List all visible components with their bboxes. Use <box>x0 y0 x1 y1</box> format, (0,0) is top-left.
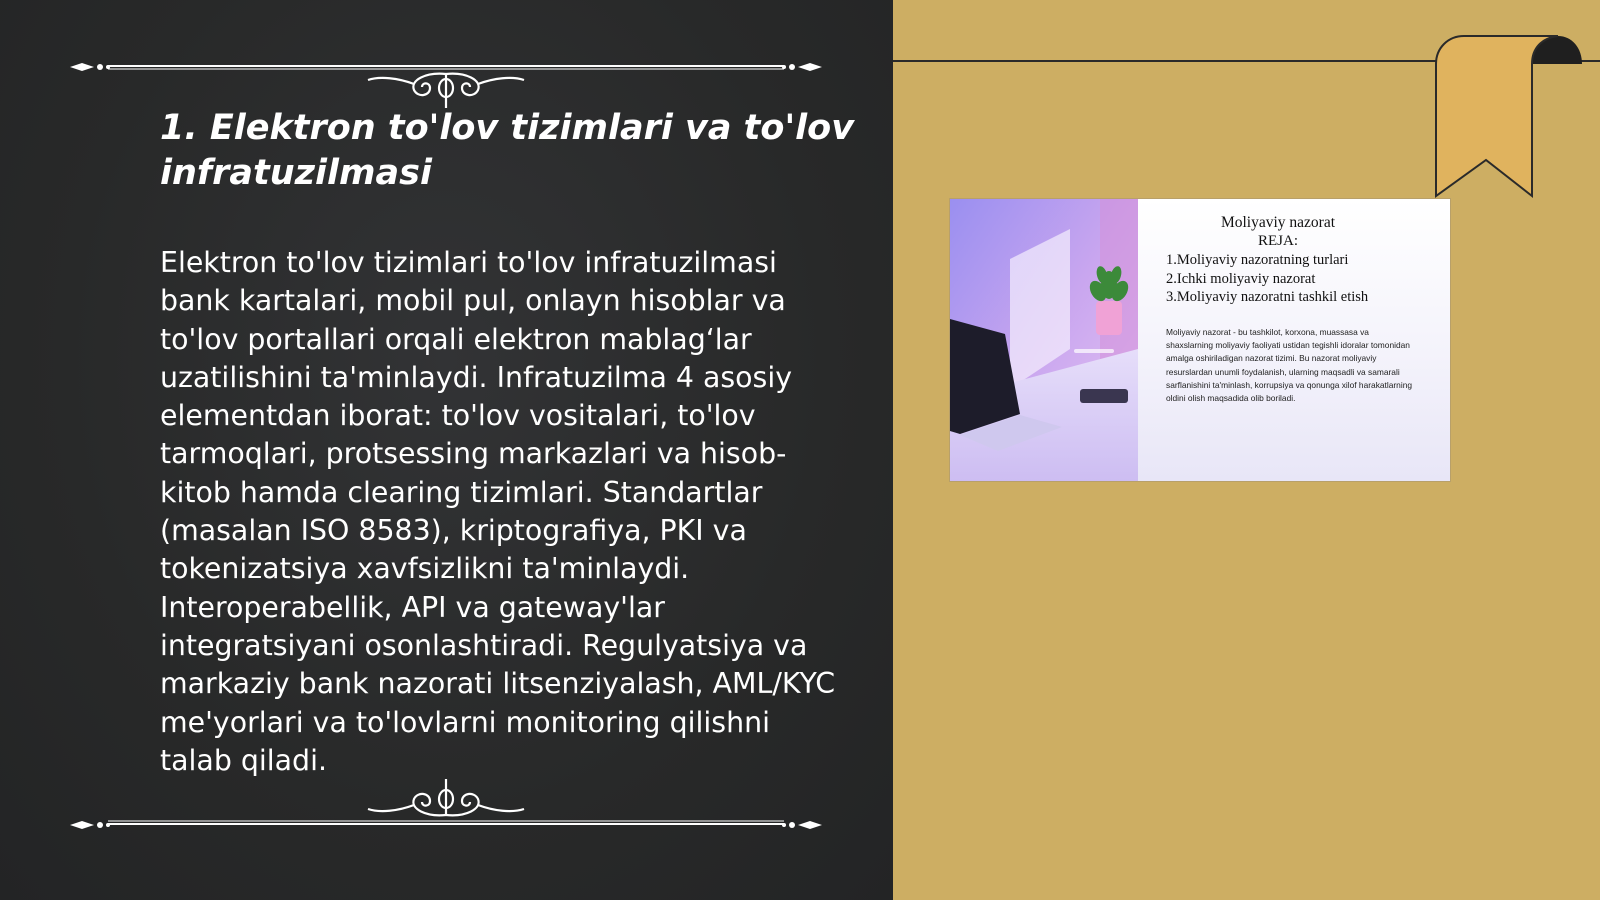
thumbnail-plan-list <box>1166 251 1446 307</box>
thumbnail-text-area <box>1138 199 1450 481</box>
slide-body-text: Elektron to'lov tizimlari to'lov infratuzilmasi bank kartalari, mobil pul, onlayn hisoblar va to'lov portallari orqali elektron mablag‘lar uzatilishini ta'minlaydi. Infratuzilma 4 asosiy elementdan iborat: to'lov vositalari, to'lov tarmoqlari, protsessing markazlari va hisob-kitob hamda clearing tizimlari. Standartlar (masalan ISO 8583), kriptografiya, PKI va tokenizatsiya xavfsizlikni ta'minlaydi. Interoperabellik, API va gateway'lar integratsiyani osonlashtiradi. Regulyatsiya va markaziy bank nazorati litsenziyalash, AML/KYC me'yorlari va to'lovlarni monitoring qilishni talab qiladi. <box>160 246 836 777</box>
slide-title: 1. Elektron to'lov tizimlari va to'lov infratuzilmasi <box>160 108 855 193</box>
ornament-divider-bottom-icon <box>68 775 824 835</box>
plan-item: 1.Moliyaviy nazoratning turlari <box>1166 252 1349 268</box>
thumbnail-paragraph: Moliyaviy nazorat - bu tashkilot, korxona, muassasa va shaxslarning moliyaviy faoliyati ustidan tegishli idoralar tomonidan amalga oshiriladigan nazorat tizimi. Bu nazorat moliyaviy resurslardan unumli foydalanish, ularning maqsadli va samarali sarflanishini ta'minlash, korrupsiya va qonunga xilof harakatlarning oldini olish maqsadida olib boriladi. <box>1166 327 1413 404</box>
plan-item: 3.Moliyaviy nazoratni tashkil etish <box>1166 289 1369 306</box>
slide-thumbnail[interactable] <box>950 199 1450 481</box>
thumbnail-title: Moliyaviy nazorat <box>1220 214 1336 231</box>
thumbnail-subtitle: REJA: <box>1257 233 1298 249</box>
bookmark-ribbon-icon <box>1434 34 1584 200</box>
ornament-divider-top-icon <box>68 50 824 110</box>
laptop-plant-photo-icon <box>950 199 1138 481</box>
plan-item: 2.Ichki moliyaviy nazorat <box>1166 270 1316 287</box>
